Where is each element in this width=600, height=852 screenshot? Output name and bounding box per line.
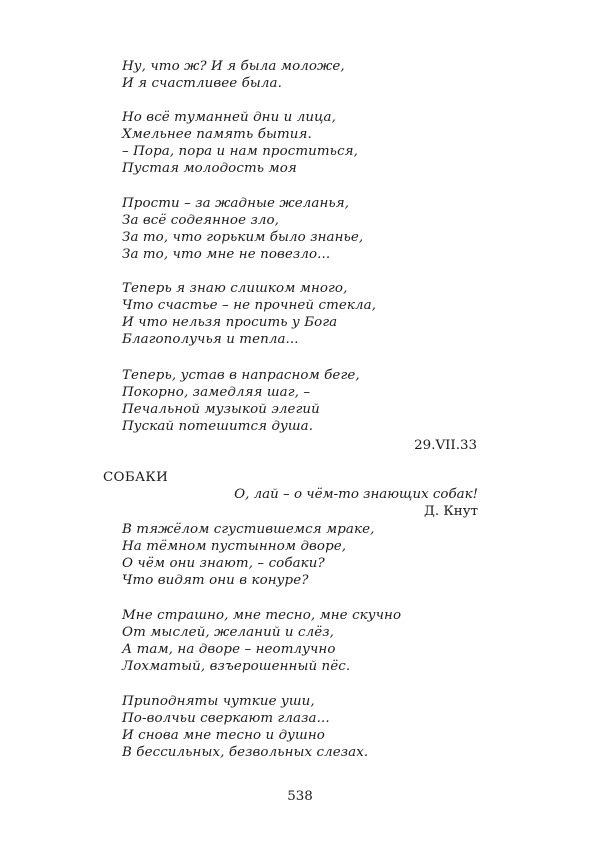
- poem-line: За то, что горьким было знанье,: [122, 230, 364, 245]
- poem-line: Прости – за жадные желанья,: [122, 196, 350, 211]
- poem-line: И снова мне тесно и душно: [122, 728, 325, 743]
- epigraph-text: О, лай – о чём-то знающих собак!: [234, 487, 478, 502]
- poem2-stanza-3: [0, 693, 600, 761]
- poem-line: И я счастливее была.: [122, 76, 282, 91]
- poem1-stanza-5: [0, 367, 600, 435]
- poem-line: А там, на дворе – неотлучно: [122, 642, 336, 657]
- poem2-stanza-1: [0, 521, 600, 589]
- epigraph: [234, 486, 478, 520]
- poem-line: – Пора, пора и нам проститься,: [122, 144, 358, 159]
- poem-line: Печальной музыкой элегий: [122, 402, 320, 417]
- poem-line: Но всё туманней дни и лица,: [122, 110, 336, 125]
- epigraph-author: Д. Кнут: [424, 504, 478, 519]
- poem2-stanza-2: [0, 607, 600, 675]
- poem-line: За всё содеянное зло,: [122, 213, 280, 228]
- poem-line: Пустая молодость моя: [122, 161, 297, 176]
- poem-line: Ну, что ж? И я была моложе,: [122, 59, 345, 74]
- poem-line: Благополучья и тепла...: [122, 332, 299, 347]
- poem-line: И что нельзя просить у Бога: [122, 315, 338, 330]
- poem-line: О чём они знают, – собаки?: [122, 556, 325, 571]
- poem-line: На тёмном пустынном дворе,: [122, 539, 347, 554]
- poem2-title: СОБАКИ: [103, 470, 169, 485]
- poem1-stanza-2: [0, 109, 600, 177]
- poem1-date: 29.VII.33: [414, 438, 477, 453]
- poem-line: По-волчьи сверкают глаза...: [122, 711, 330, 726]
- poem-line: Что счастье – не прочней стекла,: [122, 298, 377, 313]
- poem1-stanza-1: [0, 58, 600, 92]
- poem-line: Хмельнее память бытия.: [122, 127, 312, 142]
- poem-line: Покорно, замедляя шаг, –: [122, 385, 311, 400]
- poem1-stanza-3: [0, 195, 600, 263]
- poem-line: Теперь, устав в напрасном беге,: [122, 368, 360, 383]
- poem-line: В тяжёлом сгустившемся мраке,: [122, 522, 375, 537]
- poem-line: Приподняты чуткие уши,: [122, 694, 315, 709]
- poem-line: Мне страшно, мне тесно, мне скучно: [122, 608, 402, 623]
- poem-line: От мыслей, желаний и слёз,: [122, 625, 334, 640]
- poem-line: В бессильных, безвольных слезах.: [122, 745, 369, 760]
- page-number: 538: [287, 789, 313, 804]
- poem-line: Что видят они в конуре?: [122, 573, 309, 588]
- poem1-stanza-4: [0, 280, 600, 348]
- poem-line: Пускай потешится душа.: [122, 419, 314, 434]
- poem-line: Теперь я знаю слишком много,: [122, 281, 348, 296]
- poem-line: Лохматый, взъерошенный пёс.: [122, 659, 351, 674]
- poem-line: За то, что мне не повезло...: [122, 247, 331, 262]
